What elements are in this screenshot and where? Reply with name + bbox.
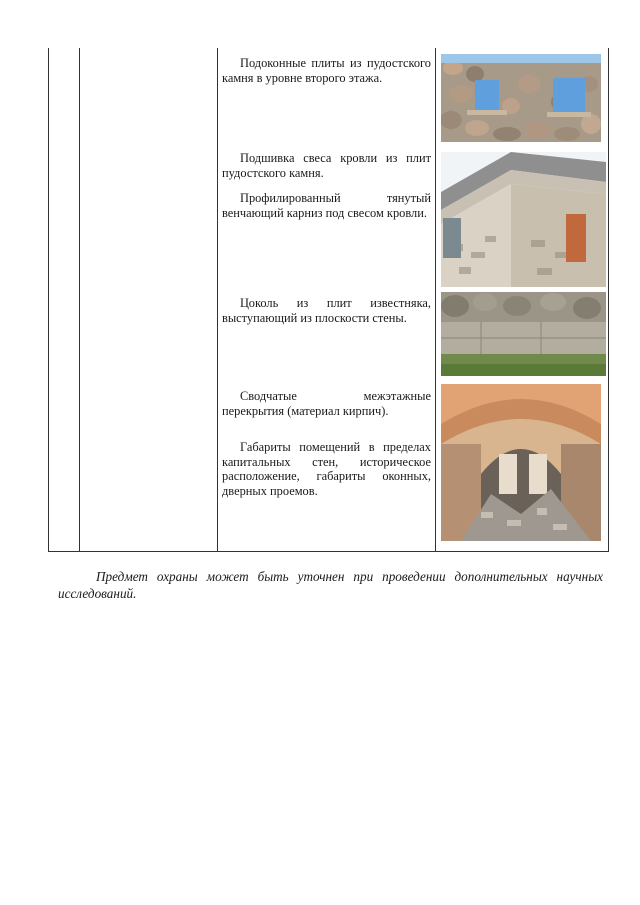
vaulted-floors-description: Сводчатые межэтажные перекрытия (материал кирпич). [222, 389, 431, 418]
limestone-plinth-photo [441, 292, 606, 376]
protection-note: Предмет охраны может быть уточнен при проведении дополнительных научных исследований. [58, 569, 603, 601]
row-3-text [222, 296, 431, 325]
row-4-text [222, 389, 431, 499]
table-bottom-border [48, 551, 609, 552]
room-dimensions-description: Габариты помещений в пределах капитальных стен, историческое расположение, габариты оконных, дверных проемов. [222, 440, 431, 498]
plinth-description: Цоколь из плит известняка, выступающий из плоскости стены. [222, 296, 431, 325]
column-divider-2 [217, 48, 218, 552]
table-left-border [48, 48, 49, 552]
row-1-text [222, 56, 431, 85]
vaulted-ceiling-ruins-photo [441, 384, 601, 541]
table-right-border [608, 48, 609, 552]
eave-soffit-description: Подшивка свеса кровли из плит пудостского камня. [222, 151, 431, 180]
column-divider-1 [79, 48, 80, 552]
column-divider-3 [435, 48, 436, 552]
cornice-description: Профилированный тянутый венчающий карниз под свесом кровли. [222, 191, 431, 220]
row-2-text [222, 151, 431, 220]
window-sill-stone-wall-photo [441, 54, 601, 142]
roof-eave-cornice-photo [441, 152, 606, 287]
window-sill-description: Подоконные плиты из пудостского камня в уровне второго этажа. [222, 56, 431, 85]
